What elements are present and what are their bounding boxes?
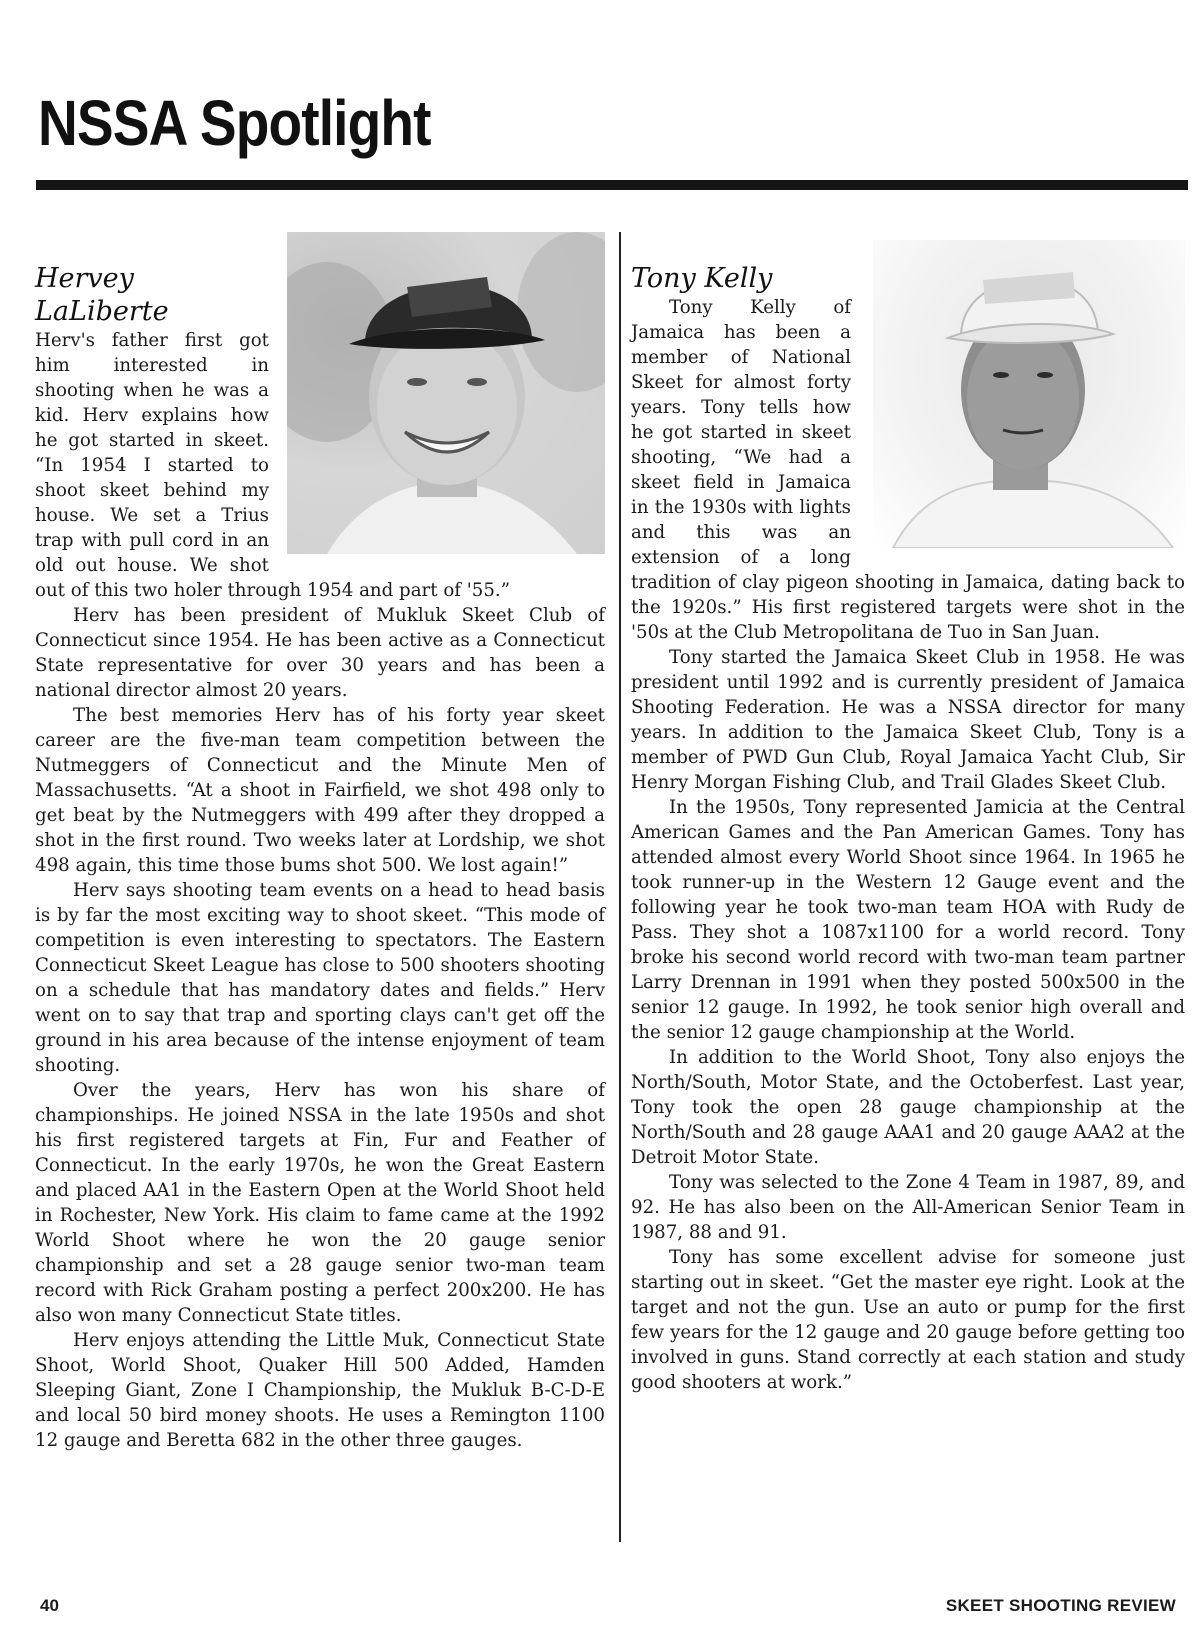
- article-paragraph: Herv says shooting team events on a head to head basis is by far the most exciting way to shoot skeet. “This mode of competition is even interesting to spectators. The Eastern Connecticut Skeet League has close to 500 shooters shooting on a schedule that has mandatory dates and fields.” Herv went on to say that trap and sporting clays can't get off the ground in his area because of the intense enjoyment of team shooting.: [35, 880, 605, 1076]
- article-paragraph: Tony has some excellent advise for someone just starting out in skeet. “Get the master eye right. Look at the target and not the gun. Use an auto or pump for the first few years for the 12 gauge and 20 gauge before getting too involved in guns. Stand correctly at each station and study good shooters at work.”: [631, 1247, 1185, 1393]
- article-paragraph: The best memories Herv has of his forty year skeet career are the five-man team competition between the Nutmeggers of Connecticut and the Minute Men of Massachusetts. “At a shoot in Fairfield, we shot 498 only to get beat by the Nutmeggers with 499 after they dropped a shot in the first round. Two weeks later at Lordship, we shot 498 again, this time those bums shot 500. We lost again!”: [35, 705, 605, 876]
- page-number: 40: [40, 1596, 59, 1615]
- magazine-name: SKEET SHOOTING REVIEW: [945, 1596, 1176, 1615]
- article-name-line: Hervey: [35, 263, 134, 294]
- article-name-line: Tony Kelly: [631, 263, 773, 294]
- article-paragraph: Herv's father first got him interested in shooting when he was a kid. Herv explains how he got started in skeet. “In 1954 I started to shoot skeet behind my house. We set a Trius trap with pull cord in an old out house. We shot out of this two holer through 1954 and part of '55.”: [35, 330, 511, 601]
- article-paragraph: Herv has been president of Mukluk Skeet Club of Connecticut since 1954. He has been active as a Connecticut State representative for over 30 years and has been a national director almost 20 years.: [35, 605, 605, 701]
- article-paragraph: In addition to the World Shoot, Tony also enjoys the North/South, Motor State, and the Octoberfest. Last year, Tony took the open 28 gauge championship at the North/South and 28 gauge AAA1 and 20 gauge AAA2 at the Detroit Motor State.: [631, 1047, 1185, 1168]
- article-paragraph: Over the years, Herv has won his share of championships. He joined NSSA in the late 1950s and shot his first registered targets at Fin, Fur and Feather of Connecticut. In the early 1970s, he won the Great Eastern and placed AA1 in the Eastern Open at the World Shoot held in Rochester, New York. His claim to fame came at the 1992 World Shoot where he won the 20 gauge senior championship and set a 28 gauge senior two-man team record with Rick Graham posting a perfect 200x200. He has also won many Connecticut State titles.: [35, 1080, 605, 1326]
- article-hervey-laliberte: [35, 262, 605, 1453]
- portrait-photo-hervey: [287, 232, 605, 554]
- article-paragraph: Herv enjoys attending the Little Muk, Connecticut State Shoot, World Shoot, Quaker Hill 500 Added, Hamden Sleeping Giant, Zone I Championship, the Mukluk B-C-D-E and local 50 bird money shoots. He uses a Remington 1100 12 gauge and Beretta 682 in the other three gauges.: [35, 1330, 605, 1451]
- portrait-photo-tony: [873, 240, 1185, 548]
- article-paragraph: Tony was selected to the Zone 4 Team in 1987, 89, and 92. He has also been on the All-American Senior Team in 1987, 88 and 91.: [631, 1172, 1185, 1243]
- article-paragraph: Tony started the Jamaica Skeet Club in 1958. He was president until 1992 and is currently president of Jamaica Shooting Federation. He was a NSSA director for many years. In addition to the Jamaica Skeet Club, Tony is a member of PWD Gun Club, Royal Jamaica Yacht Club, Sir Henry Morgan Fishing Club, and Trail Glades Skeet Club.: [631, 647, 1185, 793]
- article-tony-kelly: [631, 262, 1185, 1395]
- article-paragraph: In the 1950s, Tony represented Jamicia at the Central American Games and the Pan American Games. Tony has attended almost every World Shoot since 1964. In 1965 he took runner-up in the Western 12 Gauge event and the following year he took two-man team HOA with Rudy de Pass. They shot a 1087x1100 for a world record. Tony broke his second world record with two-man team partner Larry Drennan in 1991 when they posted 500x500 in the senior 12 gauge. In 1992, he took senior high overall and the senior 12 gauge championship at the World.: [631, 797, 1185, 1043]
- article-name-line: LaLiberte: [35, 296, 169, 327]
- page-title: NSSA Spotlight: [38, 87, 431, 159]
- article-paragraph: Tony Kelly of Jamaica has been a member of National Skeet for almost forty years. Tony tells how he got started in skeet shooting, “We had a skeet field in Jamaica in the 1930s with lights and this was an extension of a long tradition of clay pigeon shooting in Jamaica, dating back to the 1920s.” His first registered targets were shot in the '50s at the Club Metropolitana de Tuo in San Juan.: [631, 297, 1185, 643]
- column-divider: [619, 232, 621, 1542]
- title-rule: [36, 180, 1188, 190]
- portrait-photo-icon: [873, 240, 1185, 548]
- portrait-photo-icon: [287, 232, 605, 554]
